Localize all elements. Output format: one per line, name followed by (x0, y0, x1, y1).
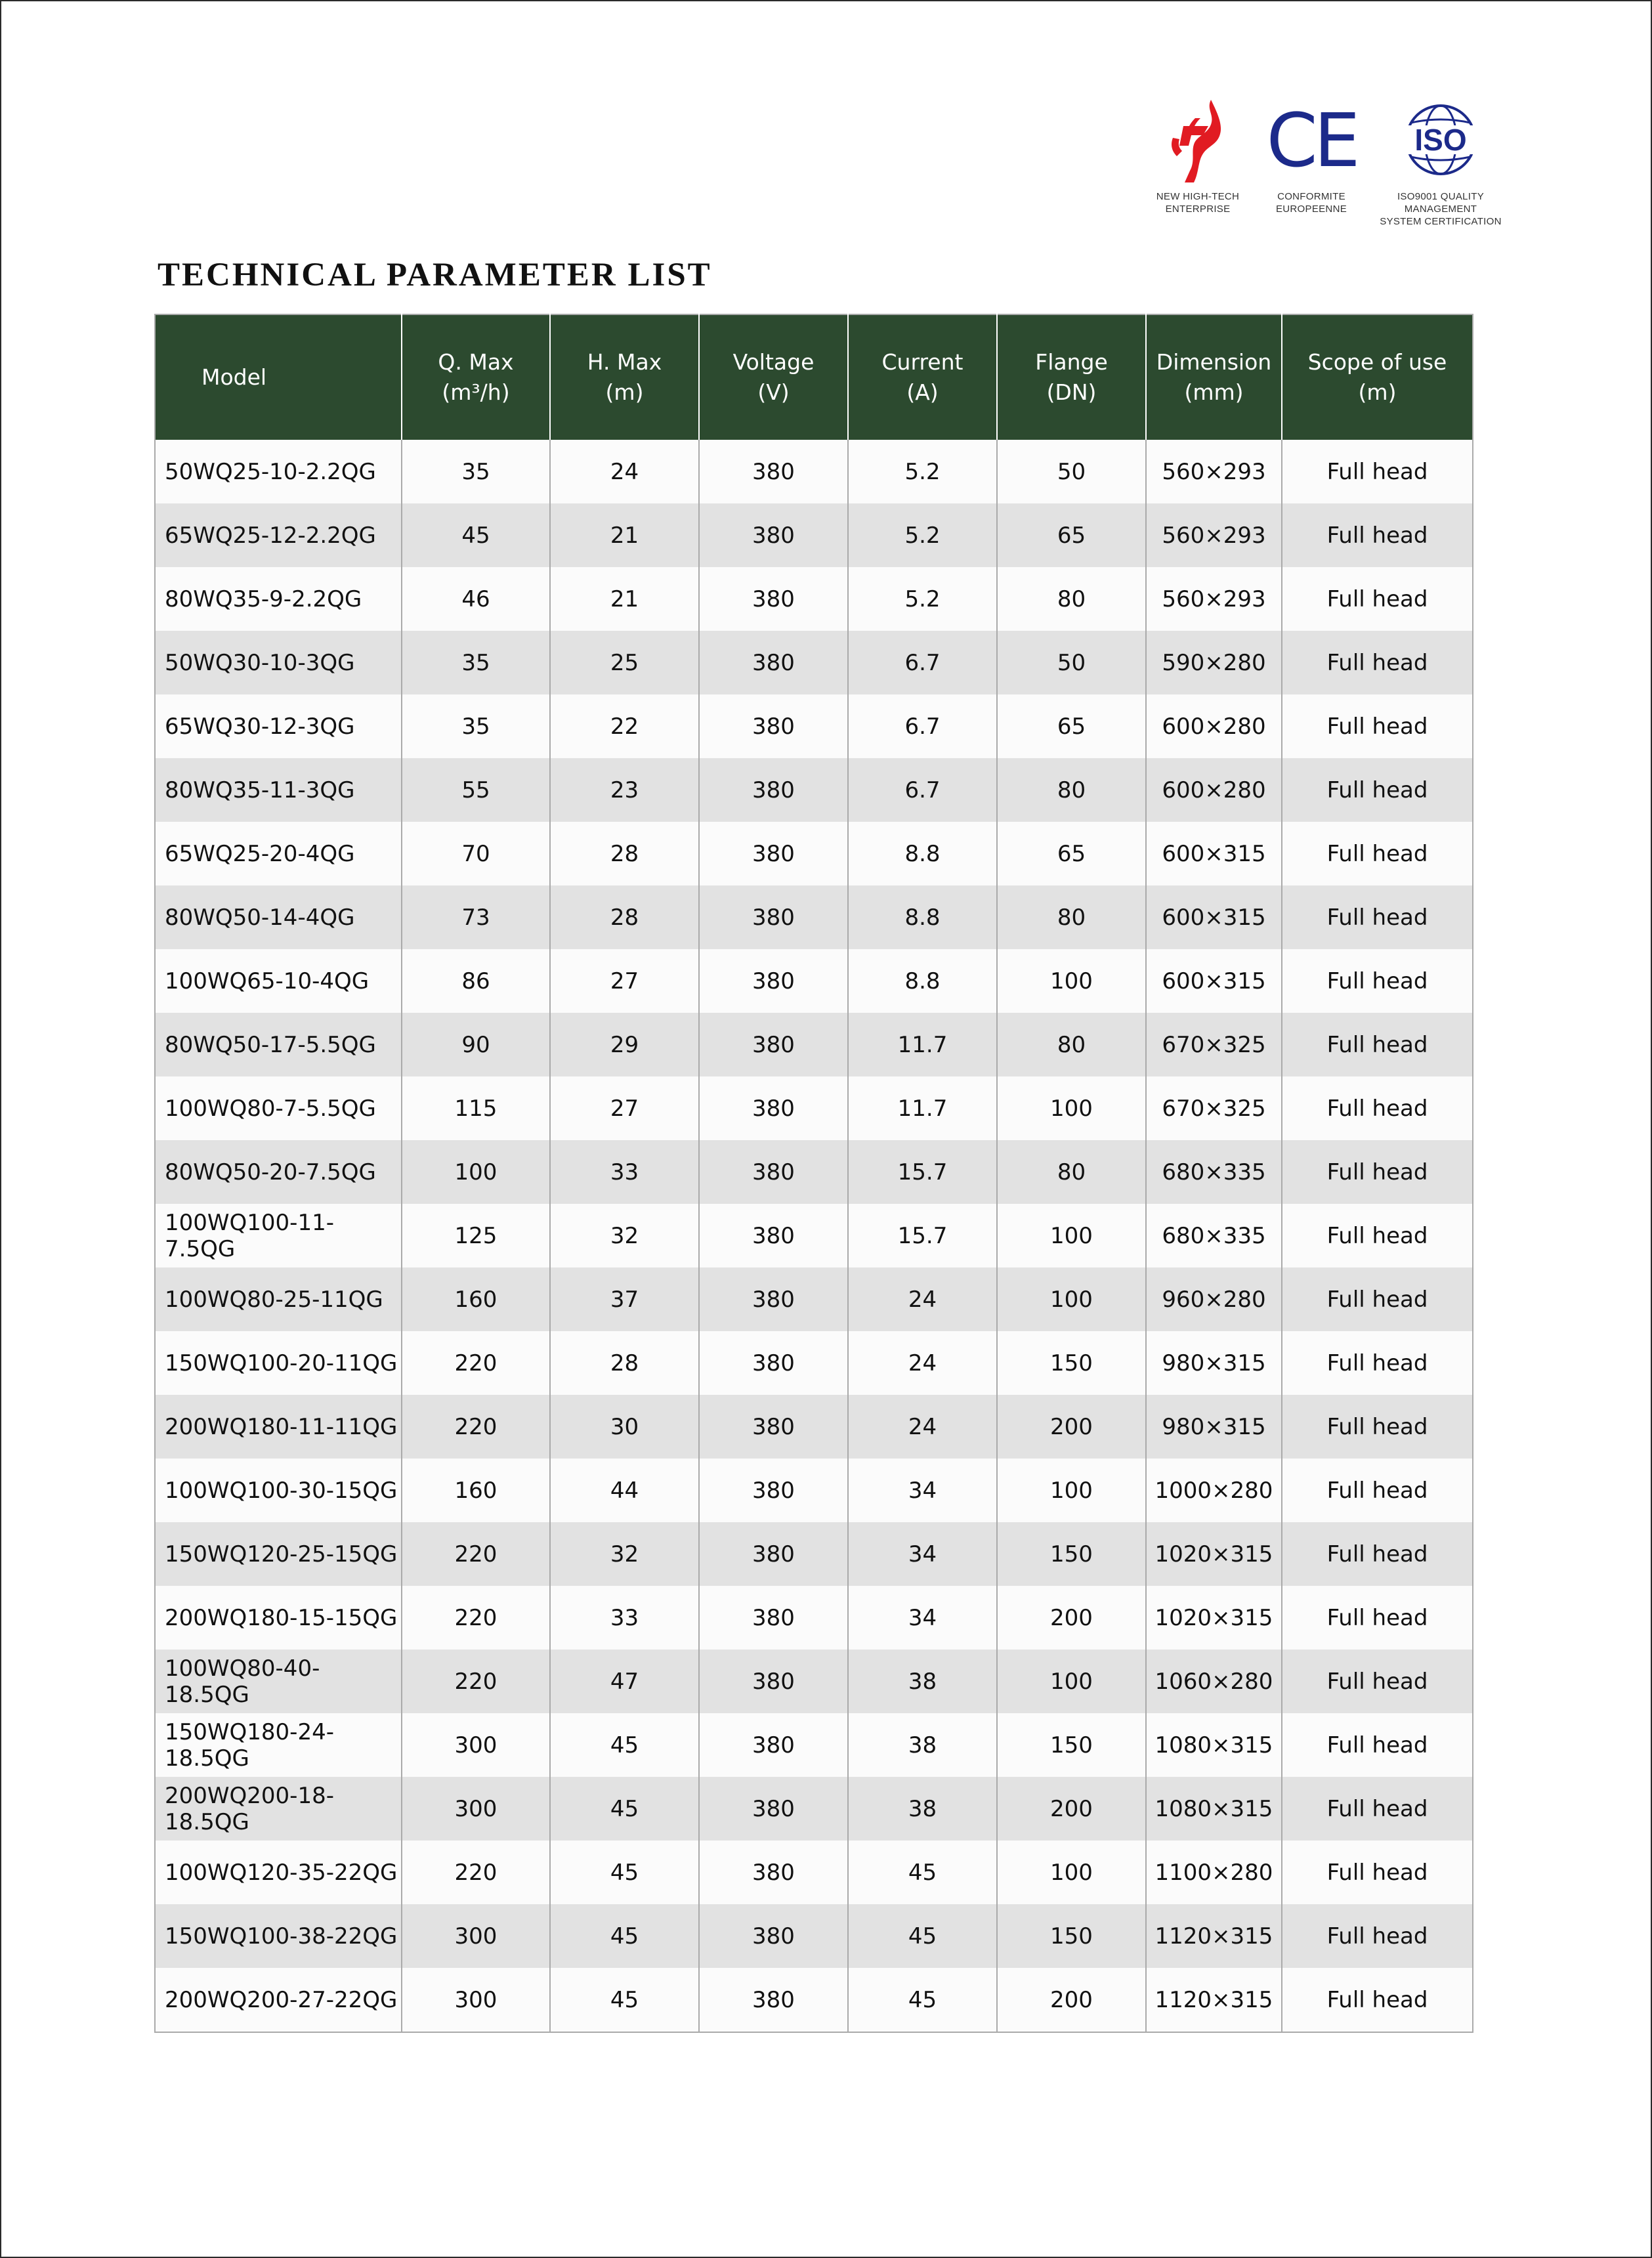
cell-scope-of-use: Full head (1282, 1267, 1473, 1331)
cell-h-max: 27 (550, 949, 699, 1013)
table-row (155, 758, 1473, 822)
cell-dimension: 1120×315 (1146, 1968, 1282, 2032)
cell-voltage: 380 (699, 758, 848, 822)
table-row (155, 1777, 1473, 1841)
cell-voltage: 380 (699, 885, 848, 949)
cell-h-max: 28 (550, 822, 699, 885)
header-label: Flange (1035, 349, 1108, 375)
cell-model: 100WQ120-35-22QG (155, 1841, 402, 1904)
cell-h-max: 29 (550, 1013, 699, 1076)
cell-flange: 200 (997, 1395, 1146, 1459)
cell-scope-of-use: Full head (1282, 1395, 1473, 1459)
table-row (155, 1076, 1473, 1140)
cell-scope-of-use: Full head (1282, 885, 1473, 949)
cell-scope-of-use: Full head (1282, 1076, 1473, 1140)
header-label: Q. Max (438, 349, 514, 375)
cell-voltage: 380 (699, 1586, 848, 1650)
cell-model: 50WQ25-10-2.2QG (155, 440, 402, 503)
iso-certification (1365, 92, 1516, 228)
cell-current: 45 (848, 1968, 997, 2032)
cell-h-max: 23 (550, 758, 699, 822)
header-label: Current (881, 349, 964, 375)
table-row (155, 1395, 1473, 1459)
cell-model: 150WQ100-38-22QG (155, 1904, 402, 1968)
cell-dimension: 670×325 (1146, 1013, 1282, 1076)
iso-caption-line-1: ISO9001 QUALITY MANAGEMENT (1397, 191, 1485, 215)
cell-model: 65WQ30-12-3QG (155, 694, 402, 758)
cell-model: 200WQ180-15-15QG (155, 1586, 402, 1650)
cell-flange: 100 (997, 1459, 1146, 1522)
cell-q-max: 220 (402, 1522, 550, 1586)
cell-dimension: 980×315 (1146, 1331, 1282, 1395)
cell-current: 5.2 (848, 567, 997, 631)
cell-dimension: 1000×280 (1146, 1459, 1282, 1522)
header-label: Model (201, 364, 267, 390)
iso-globe-logo-icon (1365, 92, 1516, 190)
cell-q-max: 220 (402, 1586, 550, 1650)
ce-mark-icon (1259, 92, 1364, 190)
cell-scope-of-use: Full head (1282, 567, 1473, 631)
table-row (155, 567, 1473, 631)
header-unit: (m) (605, 379, 644, 405)
new-high-tech-logo-icon (1142, 92, 1254, 190)
table-row (155, 1140, 1473, 1204)
cell-h-max: 33 (550, 1586, 699, 1650)
table-body (155, 440, 1473, 2032)
cell-model: 200WQ200-18-18.5QG (155, 1777, 402, 1841)
cell-voltage: 380 (699, 1968, 848, 2032)
new-high-tech-caption-line-2: ENTERPRISE (1165, 203, 1231, 215)
cell-dimension: 600×280 (1146, 694, 1282, 758)
cell-model: 65WQ25-12-2.2QG (155, 503, 402, 567)
cell-voltage: 380 (699, 1459, 848, 1522)
cell-flange: 80 (997, 567, 1146, 631)
cell-dimension: 680×335 (1146, 1140, 1282, 1204)
cell-q-max: 35 (402, 694, 550, 758)
cell-dimension: 1100×280 (1146, 1841, 1282, 1904)
table-row (155, 1841, 1473, 1904)
cell-q-max: 46 (402, 567, 550, 631)
table-row (155, 1650, 1473, 1713)
cell-voltage: 380 (699, 1331, 848, 1395)
cell-q-max: 220 (402, 1650, 550, 1713)
cell-q-max: 300 (402, 1777, 550, 1841)
cell-flange: 150 (997, 1904, 1146, 1968)
cell-model: 150WQ120-25-15QG (155, 1522, 402, 1586)
cell-model: 150WQ180-24-18.5QG (155, 1713, 402, 1777)
cell-voltage: 380 (699, 503, 848, 567)
cell-q-max: 125 (402, 1204, 550, 1267)
cell-h-max: 45 (550, 1713, 699, 1777)
header-scope-of-use (1282, 314, 1473, 440)
cell-dimension: 670×325 (1146, 1076, 1282, 1140)
cell-model: 50WQ30-10-3QG (155, 631, 402, 694)
cell-scope-of-use: Full head (1282, 1586, 1473, 1650)
cell-current: 38 (848, 1713, 997, 1777)
cell-dimension: 1120×315 (1146, 1904, 1282, 1968)
cell-q-max: 115 (402, 1076, 550, 1140)
cell-scope-of-use: Full head (1282, 1459, 1473, 1522)
cell-scope-of-use: Full head (1282, 503, 1473, 567)
cell-flange: 100 (997, 1841, 1146, 1904)
cell-h-max: 22 (550, 694, 699, 758)
cell-flange: 80 (997, 1140, 1146, 1204)
table-row (155, 1713, 1473, 1777)
cell-dimension: 1020×315 (1146, 1522, 1282, 1586)
cell-q-max: 100 (402, 1140, 550, 1204)
cell-scope-of-use: Full head (1282, 1777, 1473, 1841)
cell-flange: 65 (997, 694, 1146, 758)
header-model (155, 314, 402, 440)
cell-voltage: 380 (699, 694, 848, 758)
cell-q-max: 300 (402, 1713, 550, 1777)
cell-scope-of-use: Full head (1282, 440, 1473, 503)
cell-current: 38 (848, 1777, 997, 1841)
cell-h-max: 45 (550, 1968, 699, 2032)
cell-voltage: 380 (699, 567, 848, 631)
cell-q-max: 35 (402, 440, 550, 503)
cell-q-max: 35 (402, 631, 550, 694)
table-row (155, 1904, 1473, 1968)
cell-scope-of-use: Full head (1282, 1013, 1473, 1076)
table-row (155, 1586, 1473, 1650)
table-row (155, 1331, 1473, 1395)
cell-scope-of-use: Full head (1282, 1522, 1473, 1586)
cell-q-max: 220 (402, 1395, 550, 1459)
cell-flange: 200 (997, 1586, 1146, 1650)
cell-scope-of-use: Full head (1282, 1904, 1473, 1968)
header-unit: (m) (1358, 379, 1397, 405)
ce-caption-line-2: EUROPEENNE (1275, 203, 1347, 215)
cell-q-max: 70 (402, 822, 550, 885)
cell-scope-of-use: Full head (1282, 1204, 1473, 1267)
cell-current: 24 (848, 1331, 997, 1395)
cell-q-max: 73 (402, 885, 550, 949)
cell-q-max: 160 (402, 1459, 550, 1522)
cell-model: 150WQ100-20-11QG (155, 1331, 402, 1395)
cell-dimension: 600×315 (1146, 822, 1282, 885)
cell-model: 100WQ100-11-7.5QG (155, 1204, 402, 1267)
cell-voltage: 380 (699, 440, 848, 503)
ce-certification (1259, 92, 1364, 215)
cell-current: 6.7 (848, 631, 997, 694)
cell-current: 15.7 (848, 1140, 997, 1204)
cell-current: 24 (848, 1267, 997, 1331)
cell-model: 100WQ65-10-4QG (155, 949, 402, 1013)
table-row (155, 503, 1473, 567)
cell-current: 45 (848, 1904, 997, 1968)
header-label: Scope of use (1307, 349, 1447, 375)
header-label: Dimension (1156, 349, 1272, 375)
cell-model: 80WQ35-11-3QG (155, 758, 402, 822)
cell-flange: 65 (997, 822, 1146, 885)
cell-current: 15.7 (848, 1204, 997, 1267)
cell-q-max: 300 (402, 1904, 550, 1968)
header-h-max (550, 314, 699, 440)
cell-h-max: 47 (550, 1650, 699, 1713)
cell-scope-of-use: Full head (1282, 1968, 1473, 2032)
cell-h-max: 27 (550, 1076, 699, 1140)
cell-dimension: 680×335 (1146, 1204, 1282, 1267)
cell-voltage: 380 (699, 1522, 848, 1586)
cell-flange: 200 (997, 1777, 1146, 1841)
cell-voltage: 380 (699, 1841, 848, 1904)
cell-current: 24 (848, 1395, 997, 1459)
cell-h-max: 45 (550, 1904, 699, 1968)
header-current (848, 314, 997, 440)
cell-flange: 100 (997, 1267, 1146, 1331)
table-row (155, 694, 1473, 758)
cell-scope-of-use: Full head (1282, 822, 1473, 885)
cell-dimension: 960×280 (1146, 1267, 1282, 1331)
cell-dimension: 560×293 (1146, 440, 1282, 503)
cell-q-max: 45 (402, 503, 550, 567)
table-row (155, 440, 1473, 503)
cell-flange: 150 (997, 1522, 1146, 1586)
cell-h-max: 45 (550, 1841, 699, 1904)
cell-scope-of-use: Full head (1282, 758, 1473, 822)
cell-model: 200WQ180-11-11QG (155, 1395, 402, 1459)
cell-current: 45 (848, 1841, 997, 1904)
cell-model: 100WQ100-30-15QG (155, 1459, 402, 1522)
cell-q-max: 55 (402, 758, 550, 822)
cell-voltage: 380 (699, 1204, 848, 1267)
cell-flange: 100 (997, 1650, 1146, 1713)
cell-h-max: 32 (550, 1204, 699, 1267)
cell-scope-of-use: Full head (1282, 1841, 1473, 1904)
cell-scope-of-use: Full head (1282, 949, 1473, 1013)
table-row (155, 1013, 1473, 1076)
cell-flange: 80 (997, 885, 1146, 949)
cell-q-max: 220 (402, 1331, 550, 1395)
cell-flange: 150 (997, 1331, 1146, 1395)
cell-flange: 100 (997, 1204, 1146, 1267)
cell-h-max: 30 (550, 1395, 699, 1459)
cell-dimension: 560×293 (1146, 567, 1282, 631)
table-row (155, 631, 1473, 694)
cell-dimension: 1060×280 (1146, 1650, 1282, 1713)
cell-current: 38 (848, 1650, 997, 1713)
ce-mark-text: CE (1266, 98, 1357, 184)
header-voltage (699, 314, 848, 440)
cell-model: 80WQ50-20-7.5QG (155, 1140, 402, 1204)
cell-dimension: 560×293 (1146, 503, 1282, 567)
cell-flange: 150 (997, 1713, 1146, 1777)
cell-voltage: 380 (699, 1013, 848, 1076)
cell-scope-of-use: Full head (1282, 1713, 1473, 1777)
table-row (155, 949, 1473, 1013)
cell-q-max: 220 (402, 1841, 550, 1904)
certification-logos (1142, 92, 1510, 236)
cell-scope-of-use: Full head (1282, 1331, 1473, 1395)
cell-current: 11.7 (848, 1013, 997, 1076)
cell-current: 8.8 (848, 822, 997, 885)
table-row (155, 1267, 1473, 1331)
cell-dimension: 1020×315 (1146, 1586, 1282, 1650)
header-unit: (A) (906, 379, 939, 405)
cell-voltage: 380 (699, 1267, 848, 1331)
cell-voltage: 380 (699, 1076, 848, 1140)
new-high-tech-caption-line-1: NEW HIGH-TECH (1156, 191, 1240, 202)
header-flange (997, 314, 1146, 440)
iso-caption-line-2: SYSTEM CERTIFICATION (1380, 216, 1502, 227)
cell-scope-of-use: Full head (1282, 631, 1473, 694)
cell-dimension: 600×315 (1146, 949, 1282, 1013)
cell-scope-of-use: Full head (1282, 1140, 1473, 1204)
cell-flange: 80 (997, 1013, 1146, 1076)
header-unit: (mm) (1184, 379, 1244, 405)
cell-flange: 50 (997, 631, 1146, 694)
cell-model: 65WQ25-20-4QG (155, 822, 402, 885)
cell-h-max: 21 (550, 567, 699, 631)
cell-voltage: 380 (699, 949, 848, 1013)
table-header-row (155, 314, 1473, 440)
cell-current: 6.7 (848, 758, 997, 822)
cell-model: 80WQ50-14-4QG (155, 885, 402, 949)
cell-dimension: 1080×315 (1146, 1777, 1282, 1841)
document-title: TECHNICAL PARAMETER LIST (158, 257, 712, 293)
cell-dimension: 590×280 (1146, 631, 1282, 694)
cell-voltage: 380 (699, 1395, 848, 1459)
cell-flange: 80 (997, 758, 1146, 822)
cell-voltage: 380 (699, 1713, 848, 1777)
ce-caption-line-1: CONFORMITE (1277, 191, 1345, 202)
cell-q-max: 300 (402, 1968, 550, 2032)
cell-h-max: 25 (550, 631, 699, 694)
cell-current: 5.2 (848, 440, 997, 503)
cell-current: 34 (848, 1459, 997, 1522)
cell-voltage: 380 (699, 1140, 848, 1204)
cell-current: 8.8 (848, 885, 997, 949)
table-row (155, 1204, 1473, 1267)
table-row (155, 822, 1473, 885)
cell-current: 8.8 (848, 949, 997, 1013)
header-label: Voltage (732, 349, 815, 375)
cell-h-max: 28 (550, 1331, 699, 1395)
cell-current: 5.2 (848, 503, 997, 567)
header-q-max (402, 314, 550, 440)
cell-flange: 50 (997, 440, 1146, 503)
cell-h-max: 44 (550, 1459, 699, 1522)
new-high-tech-certification (1142, 92, 1254, 215)
cell-voltage: 380 (699, 631, 848, 694)
cell-h-max: 37 (550, 1267, 699, 1331)
cell-q-max: 160 (402, 1267, 550, 1331)
cell-model: 100WQ80-25-11QG (155, 1267, 402, 1331)
cell-h-max: 21 (550, 503, 699, 567)
cell-q-max: 86 (402, 949, 550, 1013)
header-unit: (DN) (1046, 379, 1097, 405)
cell-h-max: 28 (550, 885, 699, 949)
cell-h-max: 32 (550, 1522, 699, 1586)
cell-voltage: 380 (699, 1904, 848, 1968)
header-unit: (V) (757, 379, 790, 405)
cell-dimension: 600×280 (1146, 758, 1282, 822)
cell-h-max: 24 (550, 440, 699, 503)
cell-flange: 200 (997, 1968, 1146, 2032)
cell-model: 80WQ50-17-5.5QG (155, 1013, 402, 1076)
cell-dimension: 980×315 (1146, 1395, 1282, 1459)
cell-flange: 100 (997, 949, 1146, 1013)
cell-model: 200WQ200-27-22QG (155, 1968, 402, 2032)
cell-current: 6.7 (848, 694, 997, 758)
cell-model: 100WQ80-40-18.5QG (155, 1650, 402, 1713)
cell-voltage: 380 (699, 822, 848, 885)
cell-flange: 100 (997, 1076, 1146, 1140)
table-row (155, 1522, 1473, 1586)
header-unit: (m³/h) (442, 379, 510, 405)
cell-h-max: 33 (550, 1140, 699, 1204)
cell-voltage: 380 (699, 1777, 848, 1841)
header-label: H. Max (587, 349, 662, 375)
cell-flange: 65 (997, 503, 1146, 567)
table-row (155, 1459, 1473, 1522)
cell-scope-of-use: Full head (1282, 1650, 1473, 1713)
table-row (155, 885, 1473, 949)
cell-dimension: 600×315 (1146, 885, 1282, 949)
header-dimension (1146, 314, 1282, 440)
cell-model: 100WQ80-7-5.5QG (155, 1076, 402, 1140)
cell-voltage: 380 (699, 1650, 848, 1713)
cell-current: 34 (848, 1586, 997, 1650)
cell-h-max: 45 (550, 1777, 699, 1841)
cell-current: 11.7 (848, 1076, 997, 1140)
cell-scope-of-use: Full head (1282, 694, 1473, 758)
iso-mark-text: ISO (1414, 123, 1467, 157)
cell-current: 34 (848, 1522, 997, 1586)
table-row (155, 1968, 1473, 2032)
cell-model: 80WQ35-9-2.2QG (155, 567, 402, 631)
technical-parameter-table (154, 314, 1473, 2033)
cell-q-max: 90 (402, 1013, 550, 1076)
cell-dimension: 1080×315 (1146, 1713, 1282, 1777)
